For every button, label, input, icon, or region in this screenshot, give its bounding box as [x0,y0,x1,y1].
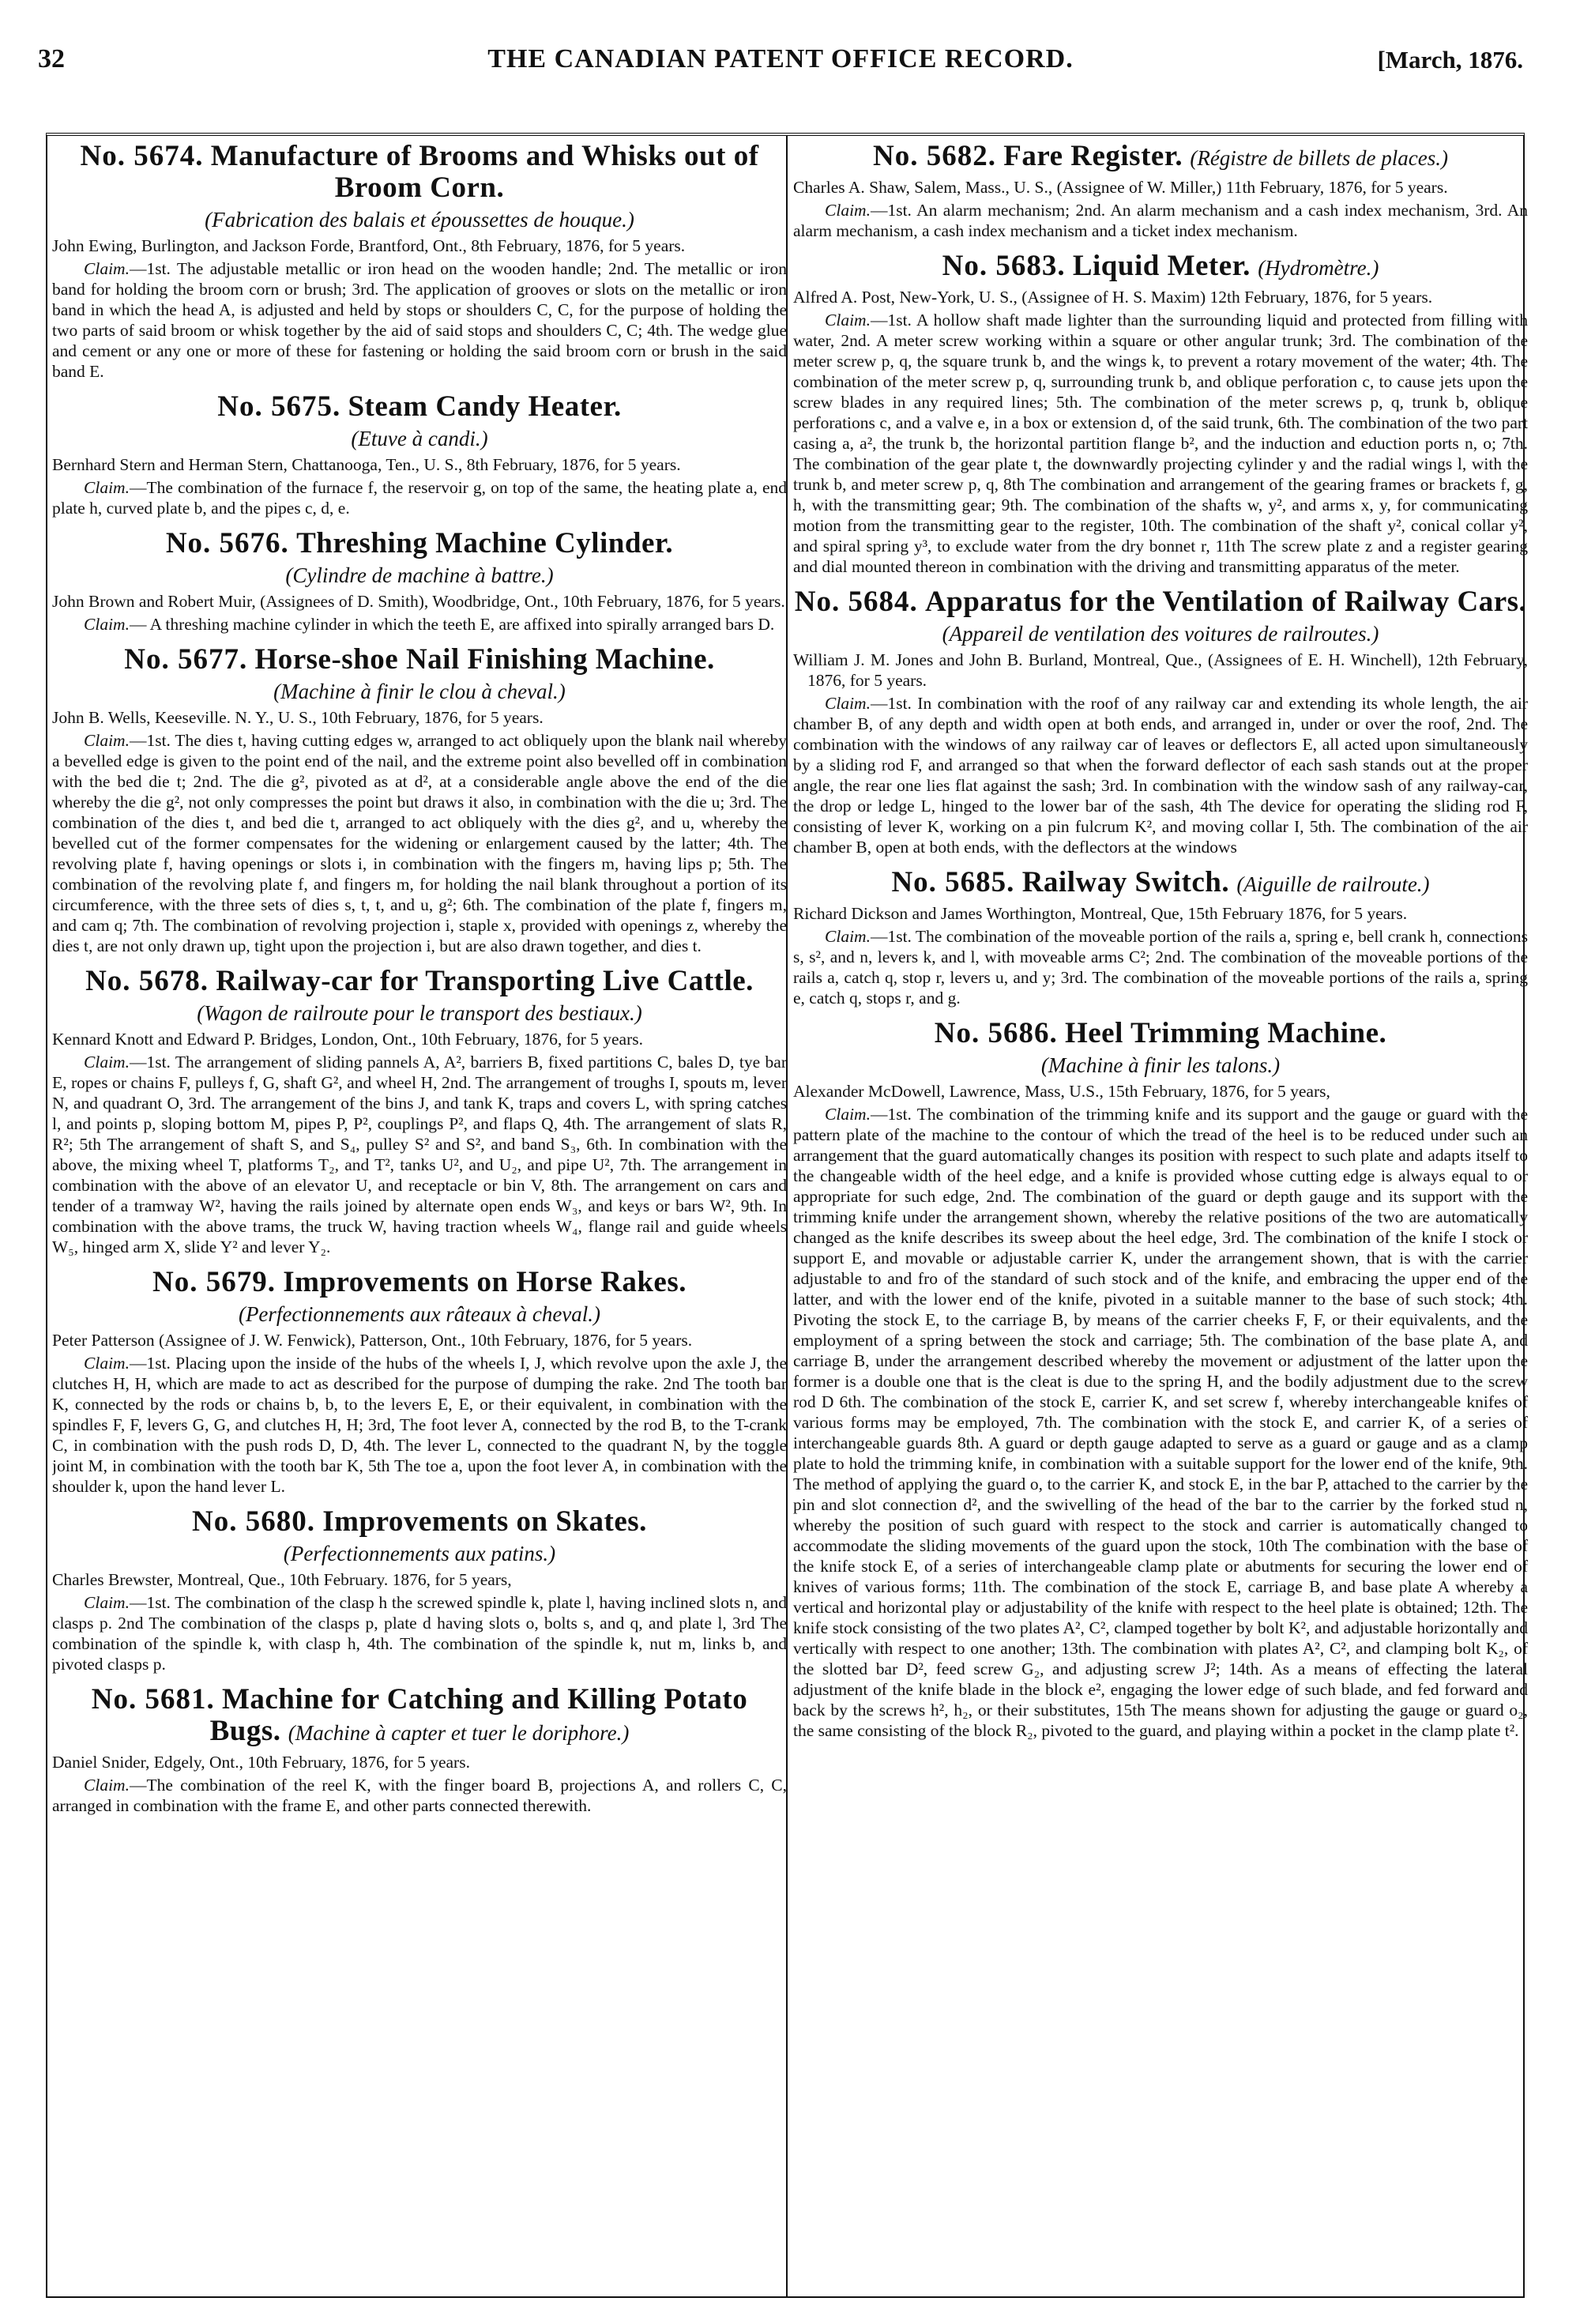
claim-label: Claim. [84,731,130,750]
claim-body: —The combination of the furnace f, the reservoir g, on top of the same, the heating plate a, end plate h, curved plate b, and the pipes c, d, e. [52,478,787,518]
french-title: (Appareil de ventilation des voitures de railroutes.) [942,622,1379,646]
patent-title: Horse-shoe Nail Finishing Machine. [254,643,715,676]
patentee-line: Alexander McDowell, Lawrence, Mass, U.S., 15th February, 1876, for 5 years, [793,1082,1330,1101]
patentee-line: Charles Brewster, Montreal, Que., 10th February. 1876, for 5 years, [52,1570,512,1589]
french-title: (Machine à finir les talons.) [1040,1053,1281,1077]
patent-heading [793,867,1528,900]
claim-label: Claim. [84,615,130,634]
claim-text [52,1592,787,1674]
patent-heading [52,966,787,997]
french-title: (Machine à finir le clou à cheval.) [273,680,566,703]
claim-label: Claim. [84,478,130,497]
patentee-line: John Ewing, Burlington, and Jackson Forde, Brantford, Ont., 8th February, 1876, for 5 years. [52,236,686,255]
claim-text [52,1775,787,1816]
patent-heading [52,141,787,204]
patentee-line: Daniel Snider, Edgely, Ont., 10th February, 1876, for 5 years. [52,1753,470,1772]
patent-heading [52,644,787,676]
patent-title: Machine for Catching and Killing Potato Bugs. [209,1683,748,1747]
patent-title: Threshing Machine Cylinder. [296,527,674,559]
claim-label: Claim. [825,694,871,713]
claim-label: Claim. [825,1105,871,1124]
patent-number: No. 5681. [91,1683,215,1716]
patent-number: No. 5675. [217,390,341,423]
patent-entry-5679 [52,1267,787,1497]
claim-body: —1st. The arrangement of sliding pannels A, A², barriers B, fixed partitions C, bales D, tye bar E, ropes or chains F, pulleys f, G, shaft G², and wheel H, 2nd. The arrangement of troughs I, spouts m, lever N, and quadrant O, 3rd. The arrangement of the bins J, and tank K, traps and covers L, with spring catches l, and points p, sloping bottom M, pipes P, P², couplings P², and flaps Q, 4th. The arrangement of slats R, R²; 5th The arrangement of shaft S, and S₄, pulley S² and S², and band S₃, 6th. In combination with the above, the mixing wheel T, platforms T₂, and T², tanks U², and U₂, and pipe U², 7th. The arrangement in combination with the above of an elevator U, and receptacle or bin V, 8th. The arrangement on cars and tender of a tramway W², having the rails joined by alternate open ends W₃, and keys or bars W², 9th. In combination with the above trams, the truck W, having traction wheels W₄, flange rail and guide wheels W₅, hinged arm X, slide Y² and lever Y₂. [52,1053,787,1256]
french-title: (Fabrication des balais et époussettes de houque.) [205,208,634,232]
issue-date: [March, 1876. [1377,46,1523,73]
patentee-line: Charles A. Shaw, Salem, Mass., U. S., (Assignee of W. Miller,) 11th February, 1876, for 5 years. [793,178,1448,197]
patent-number: No. 5685. [891,866,1015,898]
patent-number: No. 5684. [794,586,918,618]
claim-text [52,730,787,956]
patent-number: No. 5674. [80,140,204,172]
claim-label: Claim. [84,1776,130,1795]
patent-entry-5674 [52,141,787,382]
patent-heading [52,1684,787,1749]
patent-number: No. 5683. [942,250,1066,282]
claim-body: —1st. The dies t, having cutting edges w, arranged to act obliquely upon the blank nail whereby a bevelled edge is given to the point end of the nail, and the extreme point also bevelled off in combination with the bed die t; 2nd. The die g², pivoted as at d², at a considerable angle above the end of the die whereby the die g², not only compresses the point but draws it also, in combination with the die u; 3rd. The combination of the dies t, and bed die t, arranged to act obliquely with the dies g², and u, whereby the bevelled cut of the former compensates for the widening or enlargement caused by the latter; 4th. The revolving plate f, having openings or slots i, in combination with the fingers m, having lips p; 5th. The combination of the revolving plate f, and fingers m, for holding the nail blank throughout a portion of its circumference, with the three sets of dies s, t, t, and u, g²; 6th. The combination of the plate f, fingers m, and cam q; 7th. The combination of revolving projection i, staple x, provided with openings z, whereby the dies t, are not only drawn up, tight upon the projection i, but are also drawn together, and dies t. [52,731,787,955]
claim-body: —1st. The combination of the moveable portion of the rails a, spring e, bell crank h, connections s, s², and n, levers k, and l, with moveable arms C²; 2nd. The combination of the moveable portions of the rails a, catch q, stop r, levers u, and y; 3rd. The combination of the moveable portions of the rails a, spring e, catch q, stops r, and g. [793,927,1528,1008]
page-header [38,41,1523,81]
patent-number: No. 5682. [872,140,996,172]
claim-label: Claim. [825,311,871,330]
claim-label: Claim. [84,1053,130,1072]
patent-entry-5675 [52,391,787,518]
claim-text [52,614,787,635]
patent-entry-5676 [52,528,787,635]
patent-heading [793,141,1528,174]
french-title: (Perfectionnements aux râteaux à cheval.) [238,1302,601,1326]
patentee-line: Bernhard Stern and Herman Stern, Chattanooga, Ten., U. S., 8th February, 1876, for 5 years. [52,455,681,474]
patent-title: Improvements on Horse Rakes. [283,1266,687,1298]
patent-entry-5678 [52,966,787,1257]
french-title: (Cylindre de machine à battre.) [285,563,554,587]
claim-label: Claim. [84,259,130,278]
patent-heading [793,250,1528,284]
patent-entry-5685 [793,867,1528,1008]
claim-text [52,1353,787,1497]
patent-entry-5682 [793,141,1528,241]
patent-heading [52,1506,787,1538]
patent-number: No. 5679. [152,1266,276,1298]
patent-title: Liquid Meter. [1072,250,1251,282]
patent-number: No. 5676. [165,527,289,559]
patent-title: Fare Register. [1003,140,1183,172]
claim-label: Claim. [825,927,871,946]
claim-text [52,477,787,518]
french-title: (Machine à capter et tuer le doriphore.) [288,1721,630,1745]
claim-body: — A threshing machine cylinder in which the teeth E, are affixed into spirally arranged bars D. [129,615,775,634]
claim-text [793,926,1528,1008]
french-title: (Perfectionnements aux patins.) [283,1542,556,1565]
french-title: (Etuve à candi.) [351,427,488,450]
claim-text [793,200,1528,241]
patent-title: Railway Switch. [1021,866,1230,898]
patent-entry-5686 [793,1018,1528,1741]
claim-text [793,310,1528,577]
patent-entry-5680 [52,1506,787,1674]
claim-body: —1st. A hollow shaft made lighter than the surrounding liquid and protected from filling with water, 2nd. A meter screw working within a square or other angular trunk; 3rd. The combination of the meter screw p, q, the square trunk b, and the wings k, to prevent a rotary movement of the water; 4th. The combination of the meter screw p, q, surrounding trunk b, and oblique perforation c, to cause jets upon the screw blades in any required lines; 5th. The combination of the meter screws p, q, trunk b, oblique perforations c, and a valve e, in a box or extension d, of the said trunk, 6th. The combination of the two part casing a, a², the trunk b, the horizontal partition flange b², and the induction and eduction ports n, o; 7th. The combination of the gear plate t, the downwardly projecting cylinder y and the radial wings l, with the trunk b, and meter screw p, q, 8th The combination and arrangement of the gearing frames or brackets f, g, h, with the transmitting gear; 9th. The combination of the shafts w, y², and arms x, y, for communicating motion from the transmitting gear to the register, 10th. The combination of the shaft y², conical collar y², and spiral spring y³, to exclude water from the dry bonnet r, 11th The screw plate z and a register gearing and dial mounted thereon in combination with the driving and transmitting apparatus of the meter. [793,311,1528,576]
patentee-line: Alfred A. Post, New-York, U. S., (Assignee of H. S. Maxim) 12th February, 1876, for 5 years. [793,288,1433,307]
claim-label: Claim. [825,201,871,220]
patent-number: No. 5680. [192,1505,316,1538]
patent-entry-5681 [52,1684,787,1816]
patentee-line: Kennard Knott and Edward P. Bridges, London, Ont., 10th February, 1876, for 5 years. [52,1030,643,1049]
french-title: (Aiguille de railroute.) [1236,872,1430,896]
patentee-line: John Brown and Robert Muir, (Assignees of D. Smith), Woodbridge, Ont., 10th February, 1876, for 5 years. [52,592,785,611]
patent-title: Manufacture of Brooms and Whisks out of Broom Corn. [210,140,759,204]
claim-body: —1st. The adjustable metallic or iron head on the wooden handle; 2nd. The metallic or iron band for holding the broom corn or brush; 3rd. The application of grooves or slots on the metallic or iron band in which the head A, is adjusted and held by stops or shoulders C, C, for the purpose of holding the two parts of said broom or whisk together by the aid of said stops and shoulders C, C; 4th. The wedge glue and cement or any one or more of these for fastening or holding the said broom corn or brush in the said band E. [52,259,787,381]
journal-title: THE CANADIAN PATENT OFFICE RECORD. [487,44,1074,73]
patent-entry-5684 [793,586,1528,857]
patent-entry-5677 [52,644,787,956]
claim-body: —1st. The combination of the clasp h the screwed spindle k, plate l, having inclined slots n, and clasps p. 2nd The combination of the clasps p, plate d having slots o, bolts s, and q, and plate l, 3rd The combination of the spindle k, with clasp h, 4th. The combination of the spindle k, nut m, links b, and pivoted clasps p. [52,1593,787,1674]
patent-title: Steam Candy Heater. [348,390,622,423]
left-column [52,139,787,2292]
patent-heading [52,391,787,423]
french-title: (Hydromètre.) [1258,256,1379,280]
patent-number: No. 5678. [85,965,209,997]
patent-title: Heel Trimming Machine. [1064,1017,1387,1049]
patentee-line: Peter Patterson (Assignee of J. W. Fenwick), Patterson, Ont., 10th February, 1876, for 5 years. [52,1331,693,1350]
patentee-line: William J. M. Jones and John B. Burland, Montreal, Que., (Assignees of E. H. Winchell), 12th February, 1876, for 5 years. [793,650,1528,690]
patent-number: No. 5686. [934,1017,1058,1049]
patent-heading [52,1267,787,1298]
patentee-line: Richard Dickson and James Worthington, Montreal, Que, 15th February 1876, for 5 years. [793,904,1408,923]
patent-heading [793,1018,1528,1049]
patentee-line: John B. Wells, Keeseville. N. Y., U. S., 10th February, 1876, for 5 years. [52,708,544,727]
claim-body: —1st. An alarm mechanism; 2nd. An alarm mechanism and a cash index mechanism, 3rd. An alarm mechanism, a cash index mechanism and a ticket index mechanism. [793,201,1528,240]
claim-text [793,693,1528,857]
claim-body: —1st. The combination of the trimming knife and its support and the gauge or guard with the pattern plate of the machine to the contour of which the tread of the heel is to be reduced under such an arrangement that the guard automatically changes its position with respect to such plate and adapts itself to the changeable width of the heel edge, and a knife is provided whose cutting edge is always equal to or appropriate for such edge, 2nd. The combination of the guard or depth gauge and its support with the trimming knife under the arrangement shown, whereby the relative positions of the two are automatically changed as the knife describes its sweep about the heel edge, 3rd. The combination of the knife I stock or support E, and movable or adjustable carrier K, under the arrangement shown, that is with the carrier adjustable to and fro of the standard of such stock and of the knife, and embracing the upper end of the latter, and with the lower end of the knife, pivoted in a suitable manner to the base of such stock; 4th. Pivoting the stock E, to the carriage B, by means of the carrier cheeks F, F, or their equivalents, and the employment of a spring between the stock and carriage; 5th. The combination of the base plate A, and carriage B, under the arrangement described whereby the movement or adjustment of the latter upon the former is a double one that is the cleat is due to the spring H, and the bodily adjustment due to the screw rod D 6th. The combination of the stock E, carrier K, and set screw f, whereby interchangeable knifes of various forms may be employed, 7th. The combination with the stock E, and carrier K, of a series of interchangeable guards 8th. A guard or depth gauge adapted to serve as a guard or gauge and as a clamp plate to hold the trimming knife, in combination with a suitable support for the lower end of the knife, 9th. The method of applying the guard o, to the carrier K, and stock E, in the bar P, attached to the carrier by the pin and slot connection d², and the swivelling of the head of the bar to the carrier by the forked stud n, whereby the position of such guard with respect to the stock and carrier is automatically changed to accommodate the sliding movements of the guard upon the stock, 10th The combination with the base of the knife stock E, of a series of interchangeable clamp plate or abutments for securing the lower end of knives of various forms; 11th. The combination of the stock E, carriage B, and base plate A whereby a vertical and horizontal play or adjustability of the knife with respect to the heel plate is obtained; 12th. The knife stock consisting of the two plates A², C², clamped together by bolt K², and adjustable horizontally and vertically with respect to one another; 13th. The combination with plates A², C², and clamping bolt K₂, of the slotted bar D², feed screw G₂, and adjusting screw J²; 14th. As a means of effecting the lateral adjustment of the knife blade in the block e², engaging the lower edge of such blade, and fed forward and back by the screws h², h₂, or their substitutes, 15th The means shown for adjusting the gauge or guard o₂, the same consisting of the block R₂, pivoted to the guard, and playing within a pocket in the clamp plate t². [793,1105,1528,1740]
page-number: 32 [38,44,65,73]
right-column [793,139,1528,2292]
claim-text [793,1104,1528,1741]
french-title: (Wagon de railroute pour le transport des bestiaux.) [197,1001,642,1025]
patent-entry-5683 [793,250,1528,577]
patent-heading [52,528,787,559]
patent-number: No. 5677. [124,643,248,676]
patent-heading [793,586,1528,618]
claim-label: Claim. [84,1593,130,1612]
claim-body: —1st. Placing upon the inside of the hubs of the wheels I, J, which revolve upon the axle J, the clutches H, H, which are made to act as described for the purpose of dumping the rake. 2nd The tooth bar K, connected by the rods or chains b, b, to the levers E, E, or their equivalent, in combination with the spindles F, F, levers G, G, and clutches H, H; 3rd, The foot lever A, connected by the rod B, to the T-crank C, in combination with the push rods D, D, 4th. The lever L, connected to the quadrant N, by the toggle joint M, in combination with the tooth bar K, 5th The toe a, upon the foot lever A, in combination with the shoulder k, upon the hand lever L. [52,1354,787,1496]
claim-body: —The combination of the reel K, with the finger board B, projections A, and rollers C, C, arranged in combination with the frame E, and other parts connected therewith. [52,1776,787,1815]
patent-title: Railway-car for Transporting Live Cattle. [216,965,754,997]
claim-text [52,258,787,382]
patent-title: Apparatus for the Ventilation of Railway Cars. [924,586,1527,618]
patent-title: Improvements on Skates. [322,1505,647,1538]
claim-label: Claim. [84,1354,130,1373]
claim-body: —1st. In combination with the roof of any railway car and extending its whole length, the air chamber B, of any depth and width open at both ends, and arranged in, under or over the roof, 2nd. The combination with the windows of any railway car of leaves or deflectors E, all acted upon simultaneously by a sliding rod F, and arranged so that when the forward deflector of each sash stands out at the proper angle, the rear one lies flat against the sash; 3rd. In combination with the window sash of any railway-car, the drop or ledge L, hinged to the lower bar of the sash, 4th The device for operating the sliding rod F, consisting of lever K, working on a pin fulcrum K², and moving collar I, 5th. The combination of the air chamber B, open at both ends, with the deflectors at the windows [793,694,1528,857]
french-title: (Régistre de billets de places.) [1190,146,1448,170]
claim-text [52,1052,787,1257]
